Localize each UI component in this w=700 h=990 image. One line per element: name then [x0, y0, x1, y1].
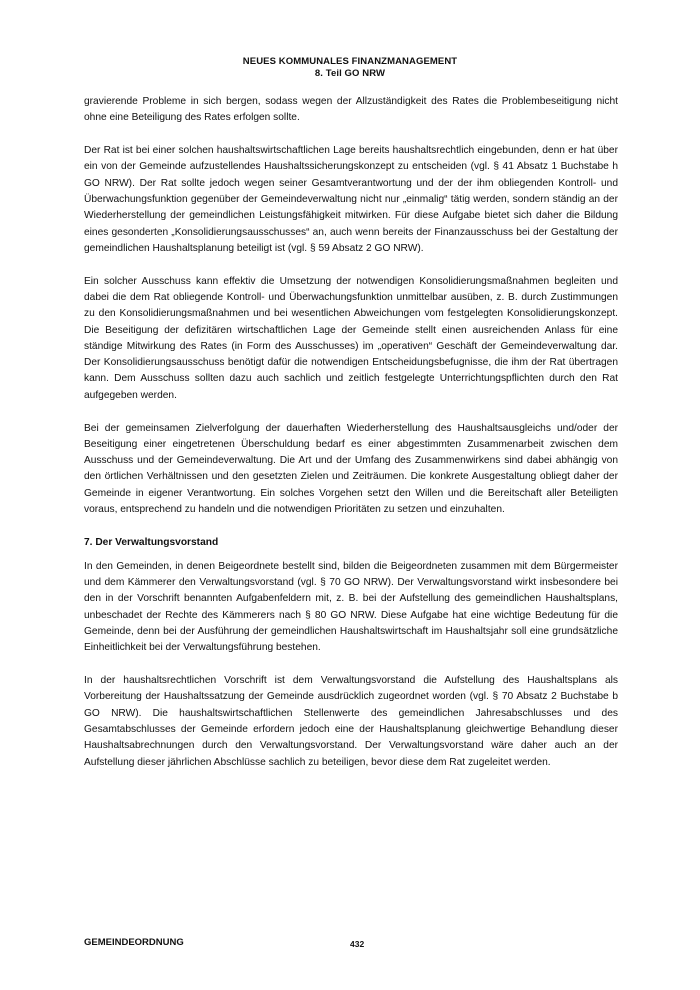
footer-label: GEMEINDEORDNUNG [84, 937, 184, 948]
page-header [0, 56, 700, 80]
header-subtitle: 8. Teil GO NRW [314, 68, 386, 79]
paragraph: Bei der gemeinsamen Zielverfolgung der dauerhaften Wiederherstellung des Haushaltsausgleichs und/oder der Beseitigung einer eingetretenen Überschuldung bedarf es einer abgestimmten Zusammenarbeit zwischen dem Ausschuss und der Gemeindeverwaltung. Die Art und der Umfang des Zusammenwirkens sind dabei abhängig von den örtlichen Verhältnissen und den gesetzten Zielen und Zeiträumen. Die konkrete Ausgestaltung obliegt daher der Gemeinde in eigener Verantwortung. Ein solches Vorgehen setzt den Willen und die Bereitschaft aller Beteiligten voraus, entsprechend zu handeln und die notwendigen Prioritäten zu setzen und einzuhalten. [84, 422, 618, 516]
paragraph: Ein solcher Ausschuss kann effektiv die Umsetzung der notwendigen Konsolidierungsmaßnahmen begleiten und dabei die dem Rat obliegende Kontroll- und Überwachungsfunktion unmittelbar ausüben, z. B. durch Zustimmungen zu den Konsolidierungsmaßnahmen und bei wesentlichen Abweichungen vom festgelegten Konsolidierungskonzept. Die Beseitigung der defizitären wirtschaftlichen Lage der Gemeinde stellt einen ausreichenden Anlass für eine ständige Mitwirkung des Rates (in Form des Ausschusses) im „operativen“ Geschäft der Gemeindeverwaltung dar. Der Konsolidierungsausschuss benötigt dafür die notwendigen Entscheidungsbefugnisse, die ihm der Rat übertragen kann. Dem Ausschuss sollten dazu auch sachlich und zeitlich festgelegte Unterrichtungspflichten durch den Rat aufgegeben werden. [84, 275, 618, 401]
header-title: NEUES KOMMUNALES FINANZMANAGEMENT [242, 56, 458, 67]
paragraph: gravierende Probleme in sich bergen, sodass wegen der Allzuständigkeit des Rates die Problembeseitigung nicht ohne eine Beteiligung des Rates erfolgen sollte. [84, 96, 618, 124]
section-heading: 7. Der Verwaltungsvorstand [84, 536, 219, 548]
body-text [84, 94, 618, 787]
paragraph: In der haushaltsrechtlichen Vorschrift ist dem Verwaltungsvorstand die Aufstellung des Haushaltsplans als Vorbereitung der Haushaltssatzung der Gemeinde ausdrücklich zugeordnet worden (vgl. § 70 Absatz 2 Buchstabe b GO NRW). Die haushaltswirtschaftlichen Stellenwerte des gemeindlichen Jahresabschlusses und des Gesamtabschlusses der Gemeinde erfordern jedoch eine der Haushaltsplanung gleichwertige Behandlung dieser Haushaltsabrechnungen durch den Verwaltungsvorstand. Der Verwaltungsvorstand wäre daher auch an der Aufstellung dieser jährlichen Abschlüsse sachlich zu beteiligen, bevor diese dem Rat zugeleitet werden. [84, 675, 618, 768]
page-number: 432 [350, 939, 365, 949]
paragraph: In den Gemeinden, in denen Beigeordnete bestellt sind, bilden die Beigeordneten zusammen mit dem Bürgermeister und dem Kämmerer den Verwaltungsvorstand (vgl. § 70 GO NRW). Der Verwaltungsvorstand wirkt insbesondere bei den in der Vorschrift benannten Aufgabenfeldern mit, z. B. bei der Aufstellung des gemeindlichen Haushaltsplans, unbeschadet der Rechte des Kämmerers nach § 80 GO NRW. Diese Aufgabe hat eine wichtige Bedeutung für die Gemeinde, denn bei der Ausführung der gemeindlichen Haushaltswirtschaft im Haushaltsjahr soll eine grundsätzliche Einheitlichkeit bei der Verwaltungsführung bestehen. [84, 560, 618, 654]
paragraph: Der Rat ist bei einer solchen haushaltswirtschaftlichen Lage bereits haushaltsrechtlich eingebunden, denn er hat über ein von der Gemeinde aufzustellendes Haushaltssicherungskonzept zu entscheiden (vgl. § 41 Absatz 1 Buchstabe h GO NRW). Der Rat sollte jedoch wegen seiner Gesamtverantwortung und der der ihm obliegenden Kontroll- und Überwachungsfunktion gegenüber der Gemeindeverwaltung nicht nur „einmalig“ tätig werden, sondern ständig an der Wiederherstellung der gemeindlichen Leistungsfähigkeit mitwirken. Für diese Aufgabe bietet sich daher die Bildung eines gesonderten „Konsolidierungsausschusses“ an, auch wenn bereits der Finanzausschuss bei der Gestaltung der gemeindlichen Haushaltsplanung beteiligt ist (vgl. § 59 Absatz 2 GO NRW). [84, 145, 618, 254]
